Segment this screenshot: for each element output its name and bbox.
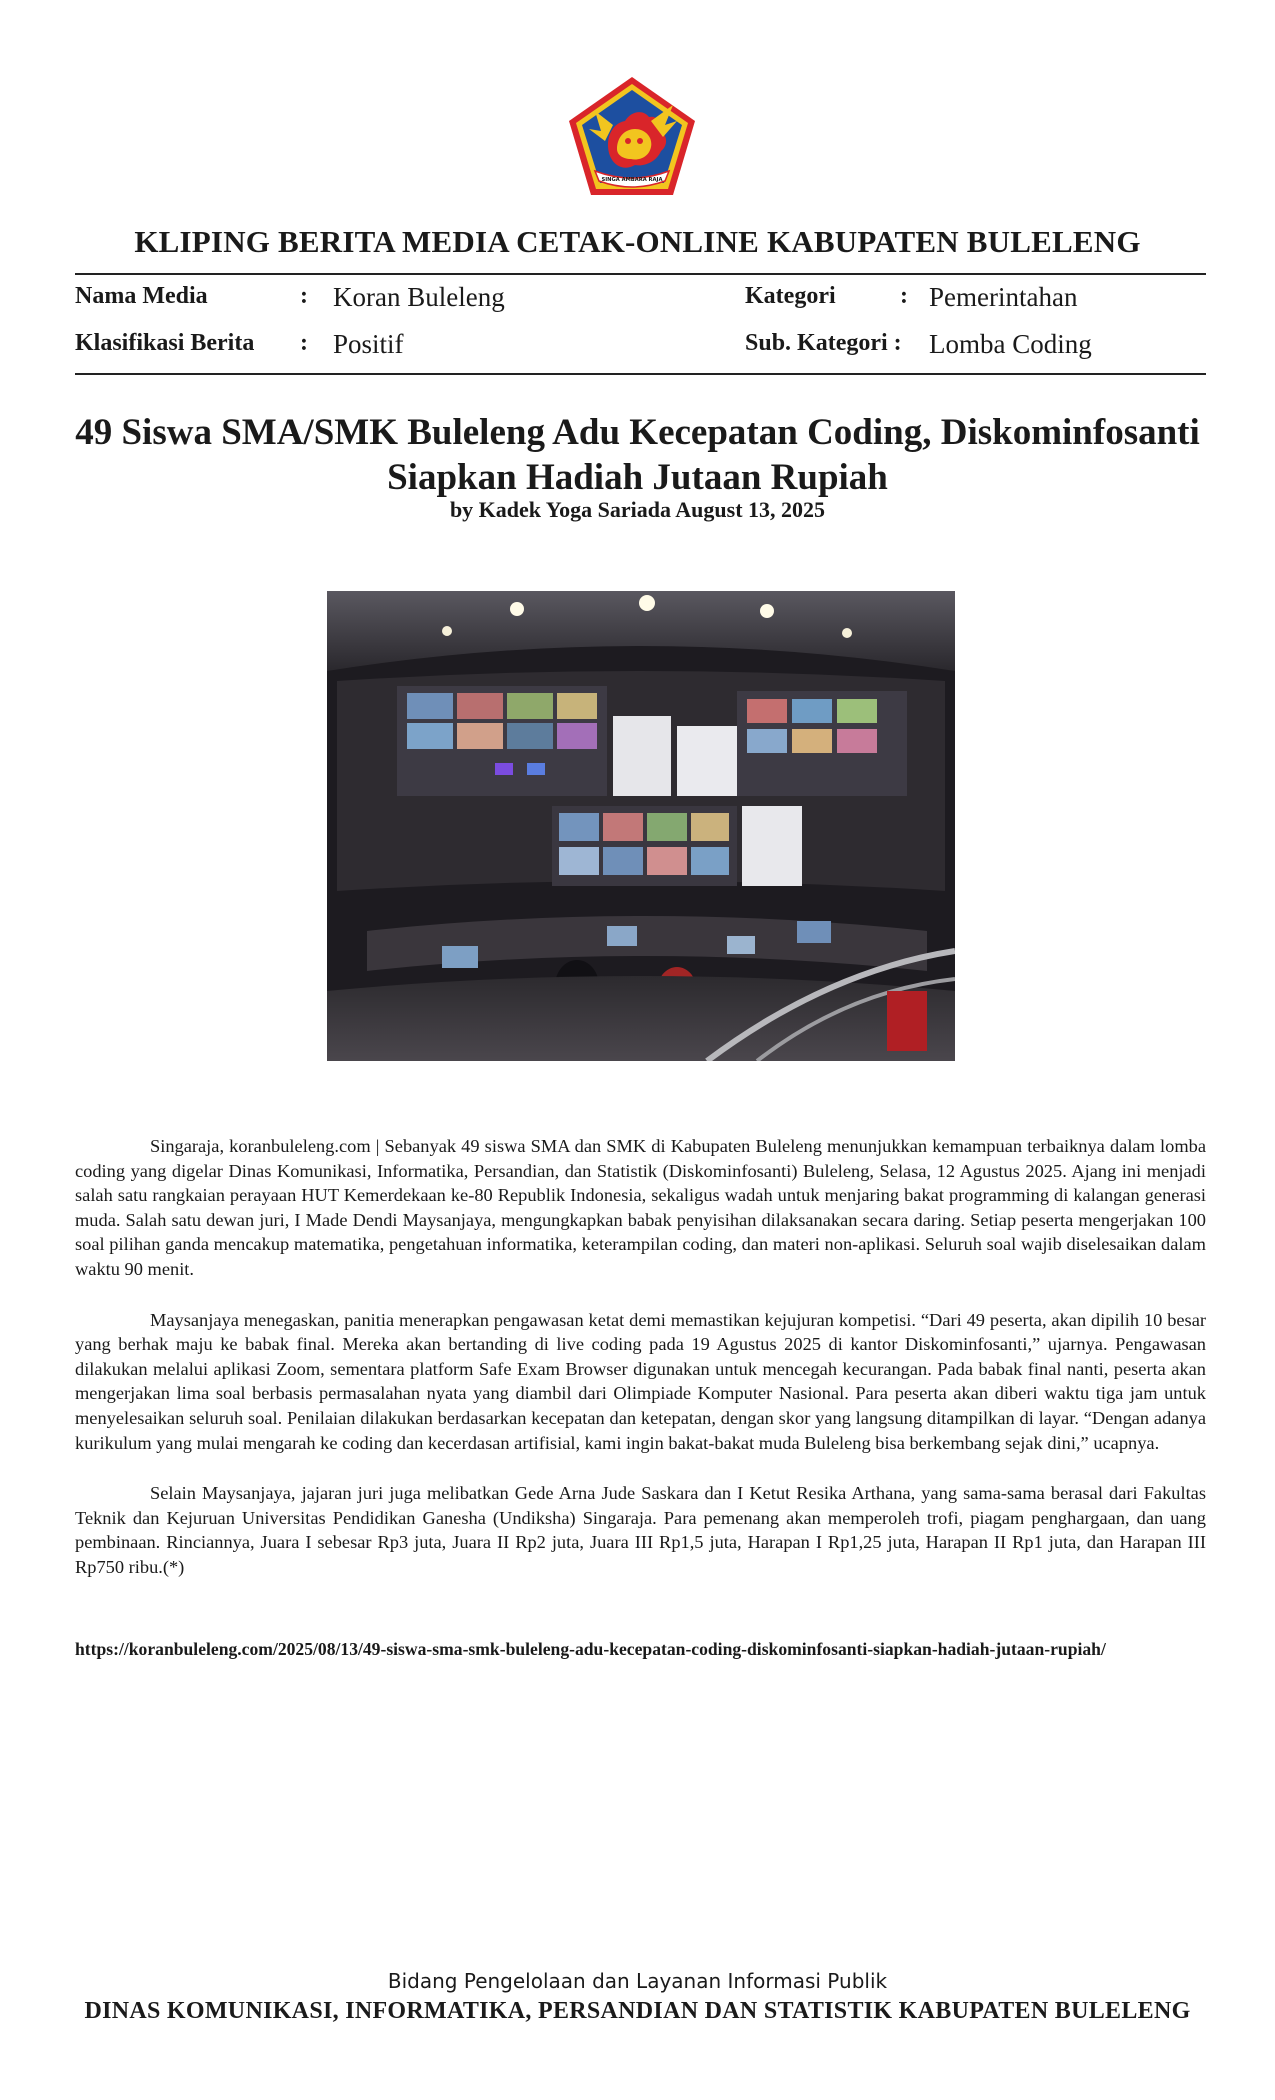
classification-value: Positif bbox=[333, 329, 404, 359]
article-paragraph: Singaraja, koranbuleleng.com | Sebanyak 49 siswa SMA dan SMK di Kabupaten Buleleng menunjukkan kemampuan terbaiknya dalam lomba coding yang digelar Dinas Komunikasi, Informatika, Persandian, dan Statistik (Diskominfosanti) Buleleng, Selasa, 12 Agustus 2025. Ajang ini menjadi salah satu rangkaian perayaan HUT Kemerdekaan ke-80 Republik Indonesia, sekaligus wadah untuk menjaring bakat programming di kalangan generasi muda. Salah satu dewan juri, I Made Dendi Maysanjaya, mengungkapkan babak penyisihan dilaksanakan secara daring. Setiap peserta mengerjakan 100 soal pilihan ganda mencakup matematika, pengetahuan informatika, keterampilan coding, dan materi non-aplikasi. Seluruh soal wajib diselesaikan dalam waktu 90 menit. bbox=[75, 1136, 1206, 1279]
media-name-value: Koran Buleleng bbox=[333, 282, 505, 312]
subcategory-label: Sub. Kategori : bbox=[745, 330, 902, 356]
classification-label: Klasifikasi Berita bbox=[75, 330, 255, 356]
footer-office: DINAS KOMUNIKASI, INFORMATIKA, PERSANDIAN DAN STATISTIK KABUPATEN BULELENG bbox=[84, 1998, 1191, 2024]
subcategory-value: Lomba Coding bbox=[929, 329, 1092, 359]
category-colon: : bbox=[900, 283, 908, 309]
category-value: Pemerintahan bbox=[929, 282, 1078, 312]
source-link[interactable]: https://koranbuleleng.com/2025/08/13/49-siswa-sma-smk-buleleng-adu-kecepatan-coding-diskominfosanti-siapkan-hadiah-jutaan-rupiah/ bbox=[75, 1639, 1106, 1659]
buleleng-regency-logo bbox=[565, 75, 699, 199]
article-paragraph: Selain Maysanjaya, jajaran juri juga melibatkan Gede Arna Jude Saskara dan I Ketut Resika Arthana, yang sama-sama berasal dari Fakultas Teknik dan Kejuruan Universitas Pendidikan Ganesha (Undiksha) Singaraja. Para pemenang akan memperoleh trofi, piagam penghargaan, dan uang pembinaan. Rinciannya, Juara I sebesar Rp3 juta, Juara II Rp2 juta, Juara III Rp1,5 juta, Harapan I Rp1,25 juta, Harapan II Rp1 juta, dan Harapan III Rp750 ribu.(*) bbox=[75, 1483, 1206, 1577]
classification-colon: : bbox=[300, 330, 308, 356]
footer-department: Bidang Pengelolaan dan Layanan Informasi Publik bbox=[387, 1969, 888, 1993]
category-label: Kategori bbox=[745, 283, 836, 309]
article-title: 49 Siswa SMA/SMK Buleleng Adu Kecepatan Coding, Diskominfosanti Siapkan Hadiah Jutaan Rupiah bbox=[75, 412, 1200, 498]
article-body bbox=[75, 1134, 1206, 1606]
article-paragraph: Maysanjaya menegaskan, panitia menerapkan pengawasan ketat demi memastikan kejujuran kompetisi. “Dari 49 peserta, akan dipilih 10 besar yang berhak maju ke babak final. Mereka akan bertanding di live coding pada 19 Agustus 2025 di kantor Diskominfosanti,” ujarnya. Pengawasan dilakukan melalui aplikasi Zoom, sementara platform Safe Exam Browser digunakan untuk mencegah kecurangan. Pada babak final nanti, peserta akan mengerjakan lima soal berbasis permasalahan nyata yang diambil dari Olimpiade Komputer Nasional. Para peserta akan diberi waktu tiga jam untuk menyelesaikan seluruh soal. Penilaian dilakukan berdasarkan kecepatan dan ketepatan, dengan skor yang langsung ditampilkan di layar. “Dengan adanya kurikulum yang mulai mengarah ke coding dan kecerdasan artifisial, kami ingin bakat-bakat muda Buleleng bisa berkembang sejak dini,” ucapnya. bbox=[75, 1309, 1206, 1453]
header-divider-bottom bbox=[75, 373, 1206, 375]
logo-motto: SINGA AMBARA RAJA bbox=[601, 177, 663, 183]
header-divider-top bbox=[75, 273, 1206, 275]
media-name-colon: : bbox=[300, 283, 308, 309]
clipping-header-title: KLIPING BERITA MEDIA CETAK-ONLINE KABUPATEN BULELENG bbox=[134, 224, 1141, 259]
media-name-label: Nama Media bbox=[75, 283, 208, 309]
article-byline: by Kadek Yoga Sariada August 13, 2025 bbox=[449, 497, 826, 522]
article-photo bbox=[327, 591, 955, 1061]
